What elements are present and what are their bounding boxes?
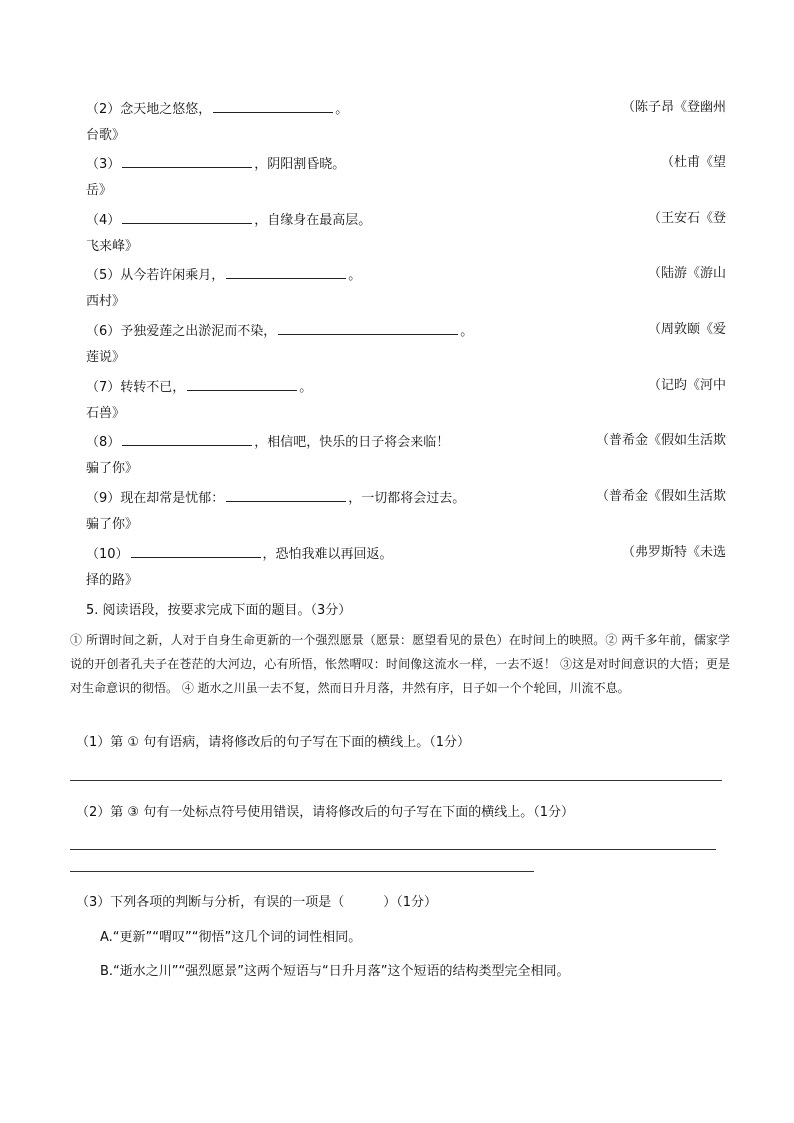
sub-question-2: （2）第 ③ 句有一处标点符号使用错误，请将修改后的句子写在下面的横线上。（1分）	[76, 805, 574, 820]
poem-text-after: ，相信吧，快乐的日子将会来临！	[254, 435, 450, 450]
poem-line	[86, 376, 726, 398]
question-5-title: 5. 阅读语段，按要求完成下面的题目。（3分）	[86, 603, 352, 618]
item-number: （5）	[86, 268, 121, 283]
poem-source-line2: 西村》	[86, 294, 126, 309]
poem-source-line1: （弗罗斯特《未选	[621, 545, 726, 560]
option-b: B.“逝水之川”“强烈愿景”这两个短语与“日升月落”这个短语的结构类型完全相同。	[100, 964, 570, 979]
poem-source-line1: （杜甫《望	[660, 155, 726, 170]
item-number: （3）	[86, 157, 121, 172]
fill-blank[interactable]	[278, 320, 458, 335]
item-number: （4）	[86, 213, 121, 228]
poem-item	[86, 264, 726, 312]
poem-item	[86, 487, 726, 535]
poem-source-line2: 骗了你》	[86, 517, 139, 532]
poem-item	[86, 543, 726, 591]
answer-line-2b[interactable]	[70, 871, 534, 872]
poem-source-line2: 台歌》	[86, 128, 126, 143]
poem-text-after: ，恐怕我难以再回返。	[262, 547, 393, 562]
item-number: （9）	[86, 491, 121, 506]
poem-text-after: 。	[335, 102, 349, 117]
poem-source-line1: （王安石《登	[647, 211, 726, 226]
poem-item	[86, 98, 726, 146]
reading-passage: ① 所谓时间之新，人对于自身生命更新的一个强烈愿景（愿景：愿望看见的景色）在时间上的映照。② 两千多年前，儒家学说的开创者孔夫子在苍茫的大河边，心有所悟，怅然喟叹：时间像这流水一样，一去不返！ ③这是对时间意识的大悟；更是对生命意识的彻悟。 ④ 逝水之川虽一去不复，然而日升月落，井然有序，日子如一个个轮回，川流不息。	[70, 633, 730, 695]
poem-item	[86, 431, 726, 479]
fill-blank[interactable]	[213, 98, 333, 113]
option-a: A.“更新”“喟叹”“彻悟”这几个词的词性相同。	[100, 930, 362, 945]
poem-source-line1: （陆游《游山	[647, 266, 726, 281]
answer-line-2a[interactable]	[70, 849, 716, 850]
poem-source-line1: （普希金《假如生活欺	[595, 433, 726, 448]
answer-line-1[interactable]	[70, 780, 722, 781]
poem-text-before: 念天地之悠悠，	[120, 102, 212, 117]
poem-source-line2: 石兽》	[86, 406, 126, 421]
poem-text-after: 。	[299, 380, 313, 395]
fill-blank[interactable]	[226, 264, 346, 279]
poem-text-after: ，阴阳割昏晓。	[254, 157, 346, 172]
poem-source-line1: （周敦颐《爱	[647, 322, 726, 337]
poem-text-before: 从今若许闲乘月，	[120, 268, 225, 283]
poem-source-line2: 岳》	[86, 183, 113, 198]
poem-text-after: ，自缘身在最高层。	[254, 213, 372, 228]
fill-blank[interactable]	[122, 153, 252, 168]
poem-item	[86, 209, 726, 257]
poem-text-after: 。	[348, 268, 362, 283]
poem-text-after: ，一切都将会过去。	[348, 491, 466, 506]
poem-text-before: 转转不已，	[120, 380, 186, 395]
poem-line	[86, 320, 726, 342]
poem-item	[86, 376, 726, 424]
item-number: （6）	[86, 324, 121, 339]
poem-source-line2: 择的路》	[86, 573, 139, 588]
poem-text-before: 现在却常是忧郁：	[120, 491, 225, 506]
poem-source-line1: （记昀《河中	[647, 378, 726, 393]
fill-blank[interactable]	[122, 431, 252, 446]
poem-source-line2: 飞来峰》	[86, 239, 139, 254]
poem-source-line2: 莲说》	[86, 350, 126, 365]
poem-text-after: 。	[460, 324, 474, 339]
poem-source-line2: 骗了你》	[86, 461, 139, 476]
poem-line	[86, 264, 726, 286]
poem-source-line1: （陈子昂《登幽州	[621, 100, 726, 115]
item-number: （10）	[86, 547, 129, 562]
item-number: （7）	[86, 380, 121, 395]
poem-line	[86, 209, 726, 231]
poem-source-line1: （普希金《假如生活欺	[595, 489, 726, 504]
poem-text-before: 予独爱莲之出淤泥而不染，	[120, 324, 277, 339]
fill-blank[interactable]	[226, 487, 346, 502]
fill-blank[interactable]	[122, 209, 252, 224]
poem-item	[86, 320, 726, 368]
fill-blank[interactable]	[187, 376, 297, 391]
item-number: （8）	[86, 435, 121, 450]
fill-blank[interactable]	[131, 543, 261, 558]
poem-line	[86, 153, 726, 175]
poem-item	[86, 153, 726, 201]
sub-question-1: （1）第 ① 句有语病，请将修改后的句子写在下面的横线上。（1分）	[76, 735, 470, 750]
item-number: （2）	[86, 102, 121, 117]
sub-question-3: （3）下列各项的判断与分析，有误的一项是（ ）（1分）	[76, 895, 438, 910]
